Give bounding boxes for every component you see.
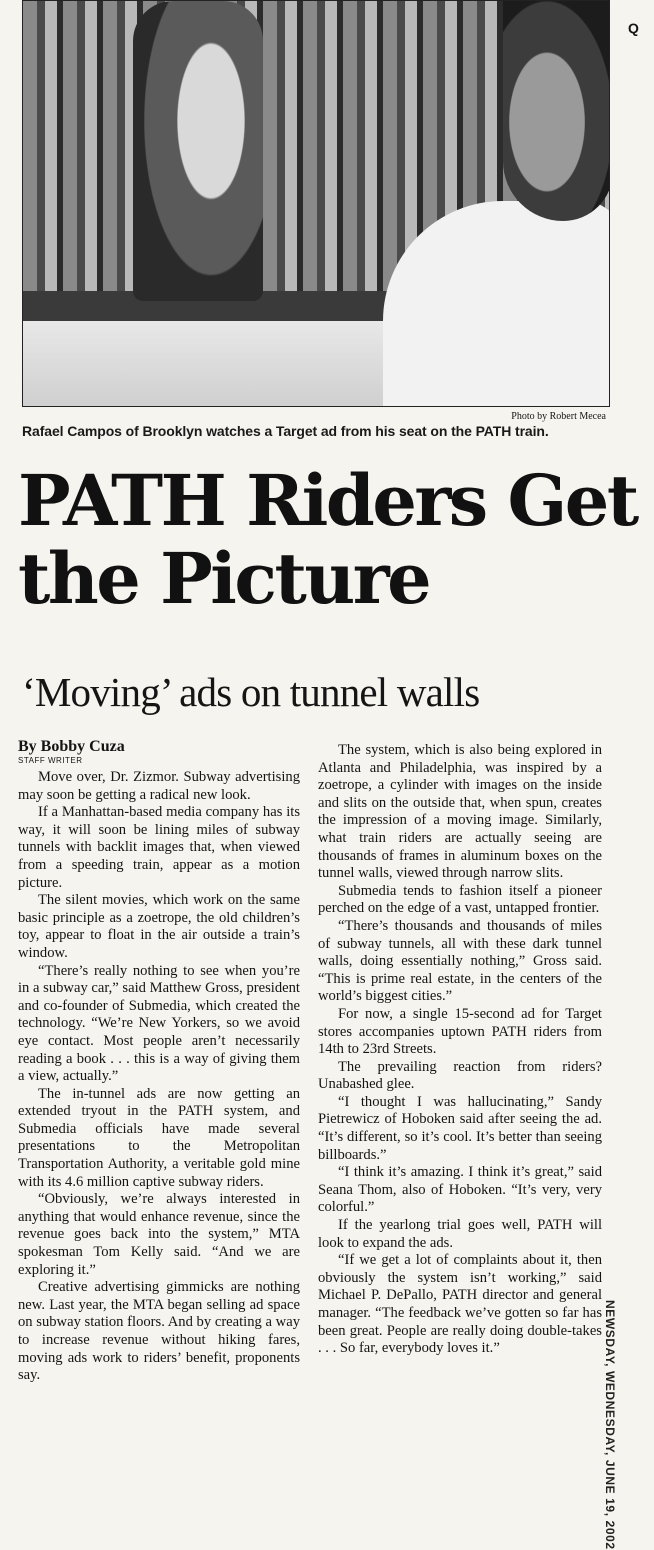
paragraph: Creative advertising gimmicks are nothing new. Last year, the MTA began selling ad space on subway station floors. And by creating a way to increase revenue without hiking fares, moving ads work to riders’ benefit, proponents say. <box>18 1279 300 1384</box>
photo-caption: Rafael Campos of Brooklyn watches a Target ad from his seat on the PATH train. <box>22 423 549 439</box>
photo-man-shirt <box>383 201 610 407</box>
paragraph: The in-tunnel ads are now getting an extended tryout in the PATH system, and Submedia officials have made several presentations to the Metropolitan Transportation Authority, a veritable gold mine with its 4.6 million captive subway riders. <box>18 1085 300 1190</box>
paragraph: Submedia tends to fashion itself a pioneer perched on the edge of a vast, untapped frontier. <box>318 882 602 917</box>
photo-man-head <box>503 1 610 221</box>
paragraph: If the yearlong trial goes well, PATH will look to expand the ads. <box>318 1217 602 1251</box>
paragraph: “If we get a lot of complaints about it, then obviously the system isn’t working,” said Michael P. DePallo, PATH director and general manager. “The feedback we’ve gotten so far has been great. People are really doing double-takes . . . So far, everybody loves it.” <box>318 1252 602 1357</box>
byline: By Bobby Cuza <box>18 738 125 755</box>
photo-passenger-figure <box>133 1 263 301</box>
photo-credit: Photo by Robert Mecea <box>511 411 606 422</box>
staff-label: STAFF WRITER <box>18 756 83 765</box>
corner-mark: Q <box>628 20 639 36</box>
article-column-left <box>18 737 300 1385</box>
news-photo <box>22 0 610 407</box>
paragraph: The prevailing reaction from riders? Unabashed glee. <box>318 1058 602 1093</box>
publication-dateline: NEWSDAY, WEDNESDAY, JUNE 19, 2002 <box>603 1300 617 1550</box>
paragraph: For now, a single 15-second ad for Target stores accompanies uptown PATH riders from 14th to 23rd Streets. <box>318 1005 602 1058</box>
paragraph: Move over, Dr. Zizmor. Subway advertising may soon be getting a radical new look. <box>18 769 300 803</box>
paragraph: If a Manhattan-based media company has its way, it will soon be lining miles of subway tunnels with backlit images that, when viewed from a speeding train, appear as a motion picture. <box>18 804 300 891</box>
paragraph: The silent movies, which work on the same basic principle as a zoetrope, the old children’s toy, appear to float in the air outside a train’s window. <box>18 892 300 961</box>
paragraph: “Obviously, we’re always interested in anything that would enhance revenue, since the revenue goes back into the system,” MTA spokesman Tom Kelly said. “And we are exploring it.” <box>18 1191 300 1278</box>
paragraph: “I think it’s amazing. I think it’s great,” said Seana Thom, also of Hoboken. “It’s very, very colorful.” <box>318 1164 602 1216</box>
headline: PATH Riders Get the Picture <box>18 459 637 620</box>
paragraph: “I thought I was hallucinating,” Sandy Pietrewicz of Hoboken said after seeing the ad. “It’s different, so it’s cool. It’s better than seeing billboards.” <box>318 1093 602 1163</box>
paragraph: The system, which is also being explored in Atlanta and Philadelphia, was inspired by a zoetrope, a cylinder with images on the inside and slits on the outside that, when spun, creates the impression of a moving image. Similarly, what train riders are actually seeing are thousands of frames in aluminum boxes on the tunnel walls, viewed through narrow slits. <box>318 742 602 882</box>
article-column-right <box>318 742 602 1358</box>
paragraph: “There’s really nothing to see when you’re in a subway car,” said Matthew Gross, president and co-founder of Submedia, which created the technology. “We’re New Yorkers, so we avoid eye contact. Most people aren’t necessarily reading a book . . . this is a way of giving them a view, actually.” <box>18 962 300 1085</box>
paragraph: “There’s thousands and thousands of miles of subway tunnels, all with these dark tunnel walls, doing essentially nothing,” Gross said. “This is prime real estate, in the centers of the world’s biggest cities.” <box>318 917 602 1005</box>
deck-subheadline: ‘Moving’ ads on tunnel walls <box>22 669 480 715</box>
